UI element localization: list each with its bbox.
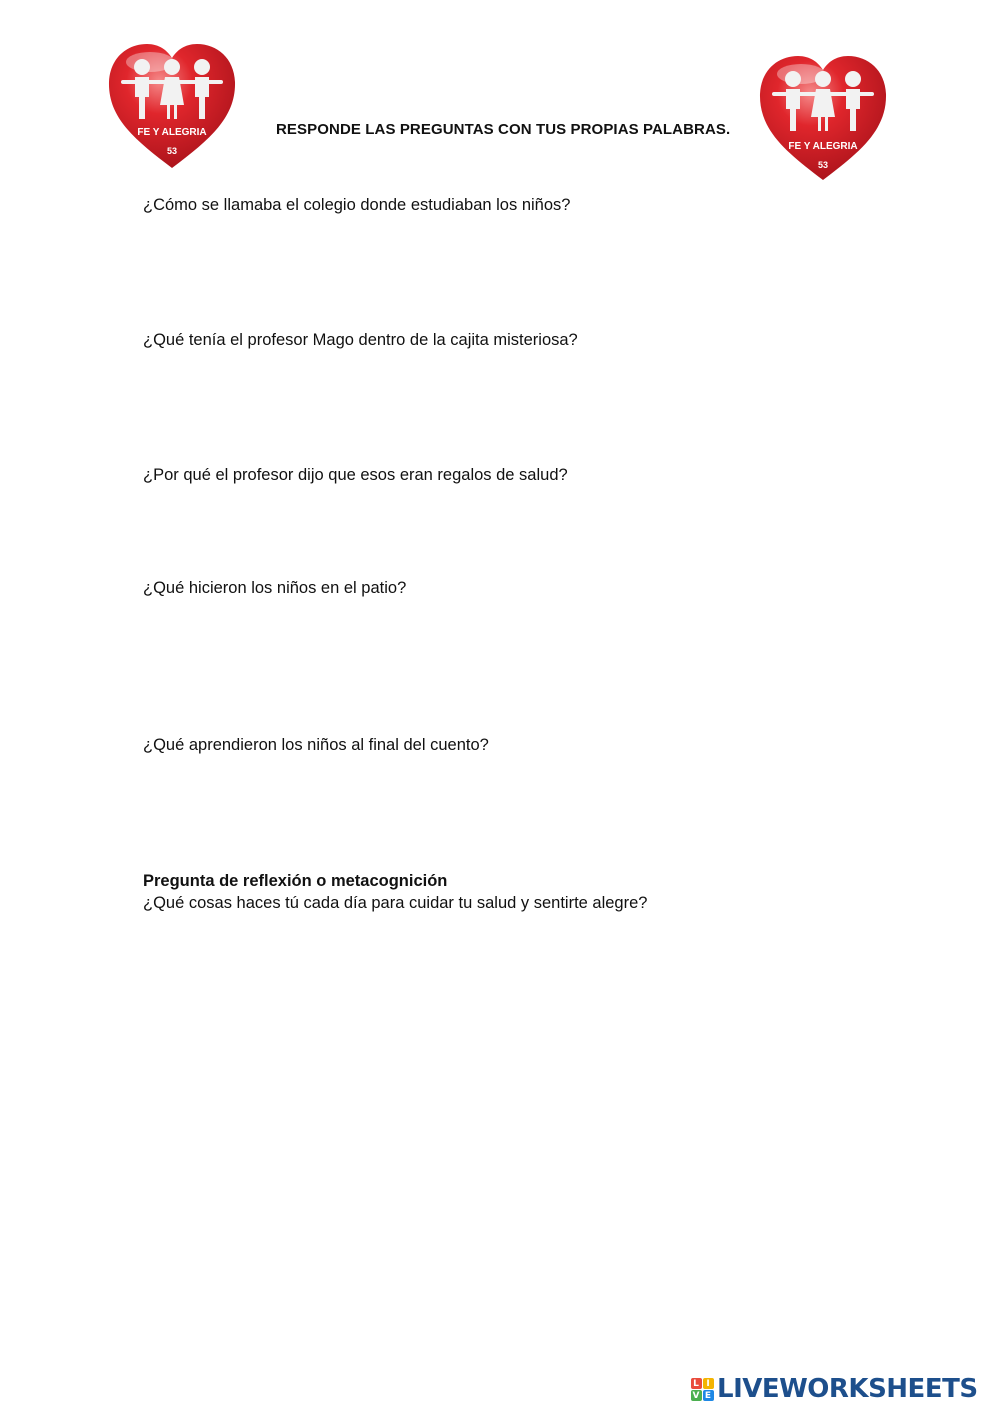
liveworksheets-wordmark: LIVEWORKSHEETS xyxy=(717,1374,978,1404)
question-1: ¿Cómo se llamaba el colegio donde estudiaban los niños? xyxy=(143,196,571,214)
logo-letter-v: V xyxy=(691,1390,702,1401)
question-3: ¿Por qué el profesor dijo que esos eran regalos de salud? xyxy=(143,466,568,484)
reflection-question: ¿Qué cosas haces tú cada día para cuidar tu salud y sentirte alegre? xyxy=(143,894,648,912)
logo-text-name: FE Y ALEGRIA xyxy=(788,141,858,152)
school-logo-left xyxy=(105,40,239,174)
liveworksheets-logo-icon xyxy=(690,1377,714,1401)
heart-logo-icon xyxy=(756,52,890,186)
question-5: ¿Qué aprendieron los niños al final del cuento? xyxy=(143,736,489,754)
logo-text-number: 53 xyxy=(817,160,829,170)
page-title: RESPONDE LAS PREGUNTAS CON TUS PROPIAS PALABRAS. xyxy=(276,121,731,138)
question-2: ¿Qué tenía el profesor Mago dentro de la cajita misteriosa? xyxy=(143,331,578,349)
logo-text-number: 53 xyxy=(166,146,178,156)
liveworksheets-brand xyxy=(690,1372,978,1406)
logo-letter-l: L xyxy=(691,1378,702,1389)
reflection-heading: Pregunta de reflexión o metacognición xyxy=(143,872,448,890)
logo-letter-i: I xyxy=(703,1378,714,1389)
logo-text-name: FE Y ALEGRIA xyxy=(137,127,207,138)
question-4: ¿Qué hicieron los niños en el patio? xyxy=(143,579,407,597)
school-logo-right xyxy=(756,52,890,186)
heart-logo-icon xyxy=(105,40,239,174)
logo-letter-e: E xyxy=(703,1390,714,1401)
